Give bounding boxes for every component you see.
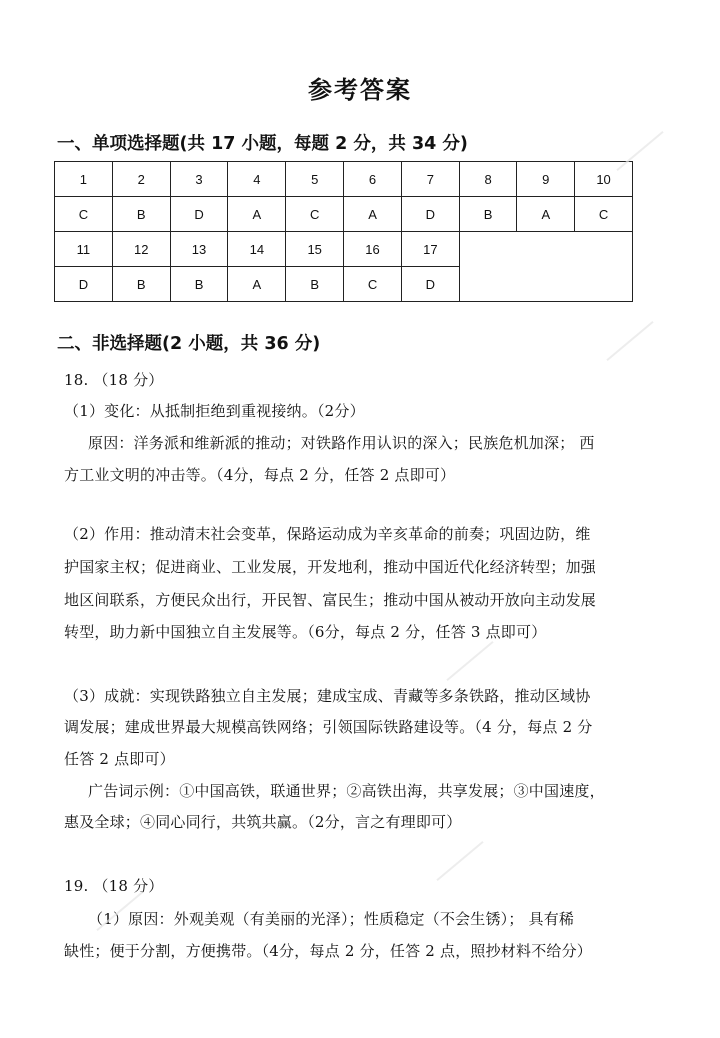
question-number: 7 (401, 162, 459, 197)
answer-cell: A (344, 197, 402, 232)
answer-cell: C (286, 197, 344, 232)
answer-cell: B (112, 267, 170, 302)
question-number: 13 (170, 232, 228, 267)
question-number: 10 (575, 162, 633, 197)
table-row (55, 162, 633, 197)
section2-heading: 二、非选择题(2 小题，共 36 分) (57, 334, 321, 354)
question-number: 14 (228, 232, 286, 267)
answer-cell: D (401, 197, 459, 232)
answer-table (54, 161, 633, 302)
answer-cell: B (170, 267, 228, 302)
question-number: 8 (459, 162, 517, 197)
section1-heading: 一、单项选择题(共 17 小题，每题 2 分，共 34 分) (57, 134, 468, 154)
answer-line: （2）作用：推动清末社会变革，保路运动成为辛亥革命的前奏；巩固边防，维 (64, 525, 591, 543)
question-number: 2 (112, 162, 170, 197)
answer-cell: D (401, 267, 459, 302)
answer-line: 原因：洋务派和维新派的推动；对铁路作用认识的深入；民族危机加深； 西 (88, 434, 595, 452)
answer-line: 地区间联系，方便民众出行，开民智、富民生；推动中国从被动开放向主动发展 (64, 591, 597, 609)
watermark-mark (616, 131, 663, 171)
question-number: 15 (286, 232, 344, 267)
answer-line: 缺性；便于分割，方便携带。（4分，每点 2 分，任答 2 点，照抄材料不给分） (64, 942, 593, 960)
answer-line: 调发展；建成世界最大规模高铁网络；引领国际铁路建设等。（4 分，每点 2 分 (64, 718, 593, 736)
question-number: 16 (344, 232, 402, 267)
question-number: 9 (517, 162, 575, 197)
answer-line: （3）成就：实现铁路独立自主发展；建成宝成、青藏等多条铁路，推动区域协 (64, 687, 591, 705)
answer-line: 转型，助力新中国独立自主发展等。（6分，每点 2 分，任答 3 点即可） (64, 623, 547, 641)
answer-line: 护国家主权；促进商业、工业发展，开发地利，推动中国近代化经济转型；加强 (64, 558, 597, 576)
answer-line: 任答 2 点即可） (64, 750, 175, 768)
table-row (55, 232, 633, 267)
watermark-mark (606, 321, 653, 361)
answer-line: 广告词示例：①中国高铁，联通世界；②高铁出海，共享发展；③中国速度， (88, 782, 605, 800)
question-19-header: 19. （18 分） (64, 877, 164, 895)
answer-line: （1）变化：从抵制拒绝到重视接纳。（2分） (64, 402, 365, 420)
answer-line: （1）原因：外观美观（有美丽的光泽）；性质稳定（不会生锈）； 具有稀 (88, 910, 575, 928)
answer-cell: D (170, 197, 228, 232)
answer-cell: D (55, 267, 113, 302)
question-number: 1 (55, 162, 113, 197)
answer-cell: B (459, 197, 517, 232)
question-number: 17 (401, 232, 459, 267)
answer-cell: A (228, 197, 286, 232)
question-number: 6 (344, 162, 402, 197)
answer-cell: A (228, 267, 286, 302)
answer-cell: A (517, 197, 575, 232)
answer-cell: B (112, 197, 170, 232)
question-number: 5 (286, 162, 344, 197)
question-number: 4 (228, 162, 286, 197)
page-title: 参考答案 (308, 76, 412, 104)
watermark-mark (446, 641, 493, 681)
question-number: 11 (55, 232, 113, 267)
watermark-mark (436, 841, 483, 881)
question-number: 12 (112, 232, 170, 267)
answer-cell: C (344, 267, 402, 302)
question-number: 3 (170, 162, 228, 197)
question-18-header: 18. （18 分） (64, 371, 164, 389)
table-row (55, 197, 633, 232)
answer-cell: C (55, 197, 113, 232)
answer-cell: B (286, 267, 344, 302)
answer-line: 惠及全球；④同心同行，共筑共赢。（2分，言之有理即可） (64, 813, 462, 831)
answer-cell: C (575, 197, 633, 232)
answer-line: 方工业文明的冲击等。（4分，每点 2 分，任答 2 点即可） (64, 466, 456, 484)
empty-cell (459, 232, 632, 302)
